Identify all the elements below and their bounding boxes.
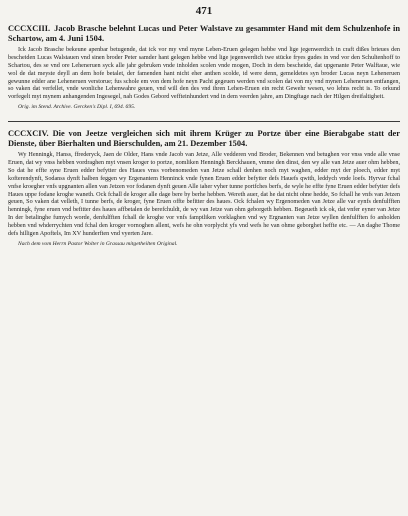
section-divider xyxy=(8,121,400,122)
document-page xyxy=(8,4,400,508)
document-title: Die von Jeetze vergleichen sich mit ihrem Krüger zu Portze über eine Bierabgabe statt der Dienste, über Bierhalten und Bierschulden, am 21. Dezember 1504. xyxy=(8,129,400,148)
page-number: 471 xyxy=(195,5,213,17)
document-number: CCCXCIV. xyxy=(8,129,49,139)
document-body: Ick Jacob Brasche bekeune apenbar betugende, dat ick vor my vnd myne Leben-Eruen gelegen hebbe vnd lige jegenwerdich in craft dißes brieues den bescheiden Lucas Walstauen vnd sinen broder Peter samder hant gelegen hebbe vnd lige jegenwerdich twe stücke fryes gudes in vnd vor den Schultenhoff to Schartou, des se vnd ore Leheneruen syck alle jahr gebruken vnde inholden scolen vnde mogen, Doch in dem bescheide, dat upgenante Peter Walftaue, wie wol de dat meyste deyll an dem hofe betalet, der famenden hant nicht eher anthen scolde, id were denn, gemeldetes syn broder Lucas neyn Leheneruen gewunne edder ane Leheneruen verstorue; fus schole em von dem hofe neyn Pacht gegeuen werden vnd scolen dat von my vnd mynen Leheneruen entfangen, so vaken dat verfellet, vnde wonliche Lehenwahre geuen, vnd will den des vnd ihren Lehen-Eruen ein recht Gewehr wesen, wo lehns recht is. To orkund vorfegelt myt mynem anhangenden Ingesegel, nah Godes Gebord veffteinhundert vnd in dem veerden jahre, am Dingftage nach der Hilgen dreifaltigheit. xyxy=(8,47,400,101)
document-source: Orig. im Stend. Archive. Gercken's Dipl. I, 694. 695. xyxy=(18,104,136,111)
document-body: Wy Henningk, Hanss, ffrederyck, Jaen de Older, Hans vnde Jacob van Jetze, Alle vedderen vnd Broder, Bekennen vnd betughen vor vnss vnde alle vnse Eruen, dat wy vnss hebben vordraghen myt vnsen kroger to portze, nomliken Henningh Berckhauen, vmme den dinst, den wy alle van Jetze auer ohm hebben, So dat he effte syne Eruen edder befytter des Haues vnss vorbenomeden van Jetze schall denhen noch myt waghen, edder myt der ploech, edder myt kofterendynft, Sodanss dynft halben feggen wy Ergenantem Henninck vnde fynen Eruen edder befytter defs Hauefs qwith, leddych vnde loefs. Hyrvar fchal vnfse kroegher vnfs upgnanten allen van Jetzen vor fodanen dynft geuen Alle iaher vyher tunne portfches berfs, de wyle he effte fyne Eruen edder befytter defs Haues uppe fodane kroghe waneth. Ock fchall de kroger alle dage bere by berhe hebben. Wereth auer, dat he dat nicht ohne hedde, So fchall he vnfs van Jetzen geuen, So vaken dat velleth, I tunne berfs, de kroger, fyne Eruen offte befitter des haues. Ock fchalen wy Ergenomeden van Jetze alle var eynfs denfulfften henningk, fyne eruen vnd befitter des haues affbetalen de berefchuldt, de wy van Jetze van ohm geborgeth hebben. Begeueth ick ok, dat vnfer eyner van Jetze In der betalinghe fumych worde, denfulfften fchall de kroghe vor vnfs famptliken vorklaghen vnd wy Ergnanten van Jetze wyllen denfulfften fo anholden hebben vnd whderrychten vnd fchal den kroger vornoghen allent, wefs he ohn vorplycht yfs vnd wefs he van ohme geborghet heffte etc. — An daghe Thome defs hilligen Apoftels, Im XV hunderften vnd vyerten Jare. xyxy=(8,152,400,237)
document-source: Nach dem vom Herrn Pastor Wolter in Grassau mitgetheilten Original. xyxy=(18,240,178,247)
document-title: Jacob Brasche belehnt Lucas und Peter Walstave zu gesammter Hand mit dem Schulzenhofe in Schartow, am 4. Juni 1504. xyxy=(8,24,400,43)
document-header xyxy=(8,129,400,148)
document-number: CCCXCIII. xyxy=(8,24,51,33)
document-entry-393 xyxy=(8,24,400,111)
document-entry-394 xyxy=(8,129,400,247)
document-header xyxy=(8,24,400,43)
